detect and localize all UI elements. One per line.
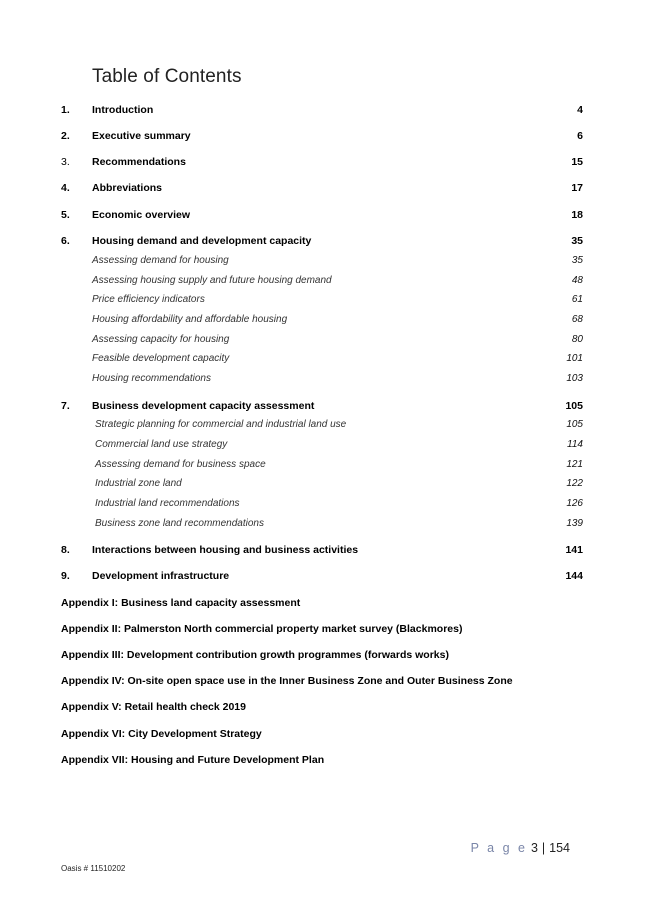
toc-label: Recommendations (92, 156, 186, 168)
page-number-footer (471, 841, 570, 855)
toc-page: 17 (571, 182, 583, 194)
toc-sublabel: Price efficiency indicators (92, 294, 205, 305)
toc-page: 18 (571, 209, 583, 221)
toc-label: Development infrastructure (92, 570, 230, 582)
toc-page: 141 (565, 544, 583, 556)
toc-label: Housing demand and development capacity (92, 235, 312, 247)
toc-page: 105 (565, 400, 583, 412)
page-title: Table of Contents (92, 66, 242, 87)
toc-page: 139 (566, 518, 583, 529)
total-pages: 154 (549, 841, 570, 855)
toc-page: 105 (566, 419, 583, 430)
toc-sublabel: Industrial land recommendations (95, 498, 240, 509)
appendix-entry[interactable]: Appendix III: Development contribution growth programmes (forwards works) (61, 649, 449, 661)
toc-subentry[interactable] (0, 371, 645, 387)
toc-entry[interactable] (0, 542, 645, 558)
appendix-entry[interactable]: Appendix VII: Housing and Future Development Plan (61, 754, 325, 766)
toc-number: 6. (61, 235, 70, 247)
document-reference: Oasis # 11510202 (61, 864, 126, 873)
toc-sublabel: Industrial zone land (95, 478, 182, 489)
toc-entry[interactable] (0, 233, 645, 249)
toc-page: 4 (577, 104, 583, 116)
toc-entry[interactable] (0, 398, 645, 414)
toc-sublabel: Housing recommendations (92, 373, 211, 384)
toc-subentry[interactable] (0, 273, 645, 289)
toc-page: 114 (567, 439, 583, 450)
appendix-entry[interactable]: Appendix V: Retail health check 2019 (61, 701, 246, 713)
toc-page: 101 (566, 353, 583, 364)
toc-page: 6 (577, 130, 583, 142)
toc-page: 35 (571, 255, 583, 266)
current-page: 3 (530, 841, 538, 855)
toc-entry[interactable] (0, 128, 645, 144)
toc-number: 2. (61, 130, 70, 142)
toc-label: Business development capacity assessment (92, 400, 315, 412)
toc-page: 68 (571, 314, 583, 325)
toc-page: 35 (571, 235, 583, 247)
appendix-entry[interactable]: Appendix II: Palmerston North commercial property market survey (Blackmores) (61, 623, 463, 635)
toc-entry[interactable] (0, 154, 645, 170)
toc-subentry[interactable] (0, 457, 645, 473)
toc-label: Executive summary (92, 130, 191, 142)
page-word: P a g e (470, 841, 528, 855)
toc-page: 121 (566, 459, 583, 470)
toc-page: 144 (565, 570, 583, 582)
toc-sublabel: Housing affordability and affordable housing (92, 314, 288, 325)
toc-subentry[interactable] (0, 312, 645, 328)
appendix-entry[interactable]: Appendix IV: On-site open space use in the Inner Business Zone and Outer Business Zone (61, 675, 513, 687)
toc-page: 15 (571, 156, 583, 168)
toc-page: 122 (566, 478, 583, 489)
toc-label: Interactions between housing and business activities (92, 544, 359, 556)
toc-sublabel: Feasible development capacity (92, 353, 230, 364)
toc-subentry[interactable] (0, 253, 645, 269)
toc-subentry[interactable] (0, 437, 645, 453)
toc-sublabel: Commercial land use strategy (95, 439, 228, 450)
toc-number: 3. (61, 156, 70, 168)
appendix-entry[interactable]: Appendix I: Business land capacity assessment (61, 597, 301, 609)
toc-subentry[interactable] (0, 476, 645, 492)
toc-sublabel: Strategic planning for commercial and industrial land use (95, 419, 347, 430)
toc-page: 126 (566, 498, 583, 509)
toc-sublabel: Assessing demand for business space (95, 459, 266, 470)
toc-page: 80 (571, 334, 583, 345)
toc-sublabel: Assessing capacity for housing (92, 334, 230, 345)
toc-page: 103 (566, 373, 583, 384)
toc-sublabel: Business zone land recommendations (95, 518, 264, 529)
toc-entry[interactable] (0, 102, 645, 118)
toc-subentry[interactable] (0, 516, 645, 532)
toc-number: 1. (61, 104, 70, 116)
toc-label: Economic overview (92, 209, 191, 221)
toc-number: 9. (61, 570, 70, 582)
toc-label: Introduction (92, 104, 154, 116)
appendix-entry[interactable]: Appendix VI: City Development Strategy (61, 728, 262, 740)
toc-subentry[interactable] (0, 292, 645, 308)
toc-subentry[interactable] (0, 496, 645, 512)
toc-number: 8. (61, 544, 70, 556)
toc-sublabel: Assessing housing supply and future housing demand (92, 275, 332, 286)
toc-subentry[interactable] (0, 417, 645, 433)
toc-entry[interactable] (0, 207, 645, 223)
toc-page: 48 (571, 275, 583, 286)
toc-page: 61 (571, 294, 583, 305)
toc-subentry[interactable] (0, 332, 645, 348)
toc-entry[interactable] (0, 568, 645, 584)
toc-entry[interactable] (0, 180, 645, 196)
toc-sublabel: Assessing demand for housing (92, 255, 229, 266)
toc-number: 5. (61, 209, 70, 221)
toc-label: Abbreviations (92, 182, 163, 194)
toc-number: 4. (61, 182, 70, 194)
toc-number: 7. (61, 400, 70, 412)
toc-subentry[interactable] (0, 351, 645, 367)
page-separator: | (541, 841, 546, 855)
